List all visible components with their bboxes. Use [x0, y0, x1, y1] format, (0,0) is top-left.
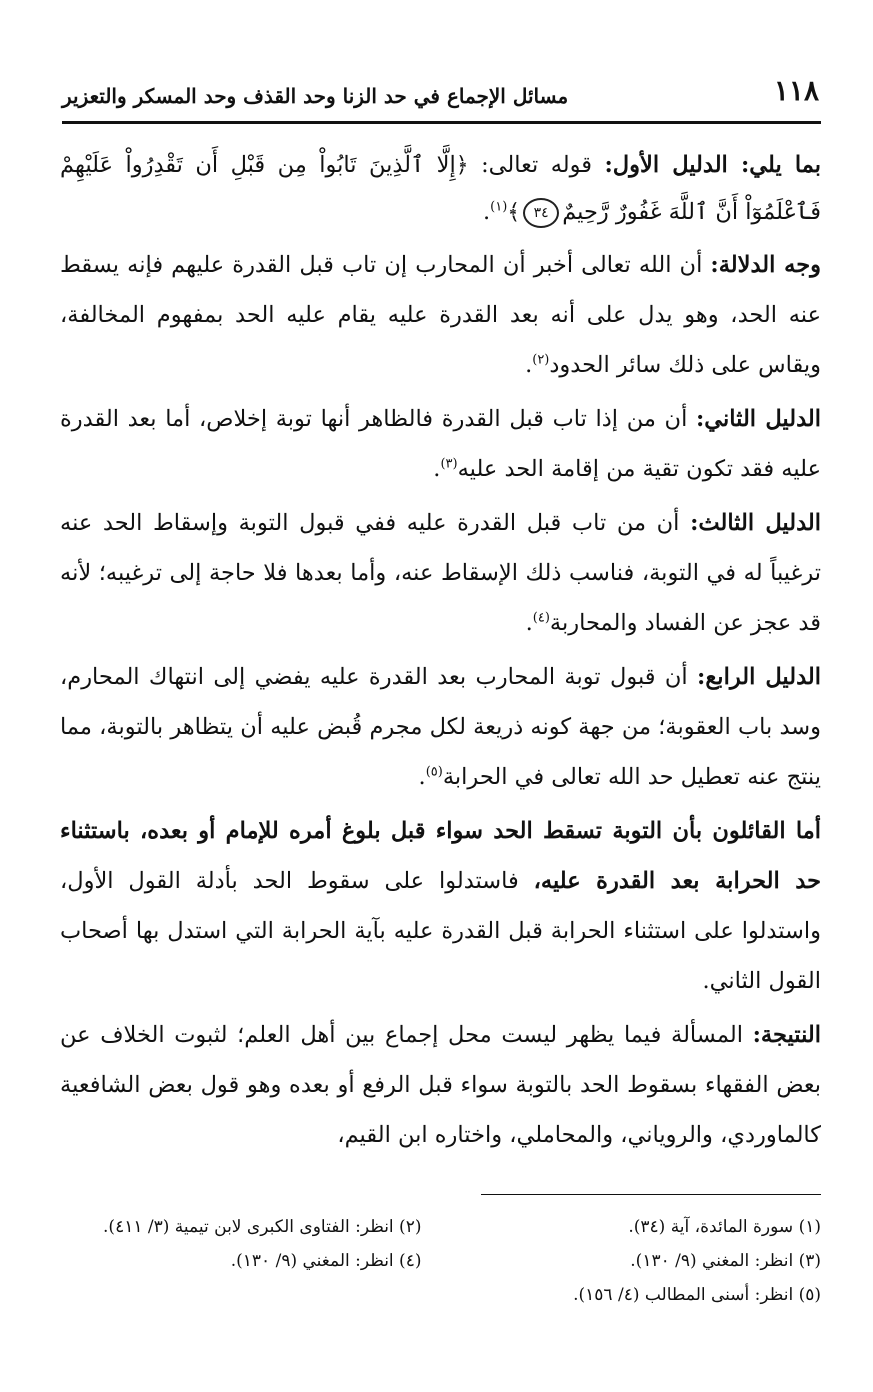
paragraph-tail: .: [433, 456, 441, 482]
paragraph-text: أن من إذا تاب قبل القدرة فالظاهر أنها توبة إخلاص، أما بعد القدرة عليه فقد تكون تقية من إقامة الحد عليه: [60, 406, 821, 482]
paragraph-tail: .: [483, 199, 491, 225]
footnote-divider: [481, 1194, 821, 1195]
paragraph-lead: الدليل الثالث:: [690, 510, 821, 536]
paragraph-second-evidence: [60, 394, 821, 494]
footnote-ref: (١): [490, 199, 508, 215]
paragraph-tail: .: [525, 352, 533, 378]
paragraph-text: فاستدلوا على سقوط الحد بأدلة القول الأول، واستدلوا على استثناء الحرابة قبل القدرة عليه بآية الحرابة التي استدل بها أصحاب القول الثاني.: [60, 868, 821, 994]
header-divider: [62, 121, 821, 124]
footnote-ref: (٢): [532, 352, 550, 368]
footnote-row: [60, 1244, 821, 1278]
footnote: (٢) انظر: الفتاوى الكبرى لابن تيمية (٣/ ٤١١).: [103, 1217, 422, 1237]
running-title: مسائل الإجماع في حد الزنا وحد القذف وحد المسكر والتعزير: [62, 84, 569, 108]
main-text: [60, 142, 821, 1160]
paragraph-text: أن من تاب قبل القدرة عليه ففي قبول التوبة وإسقاط الحد عنه ترغيباً له في التوبة، فناسب ذلك الإسقاط عنه، وأما بعدها فلا حاجة إلى ترغيبه؛ لأنه قد عجز عن الفساد والمحاربة: [60, 510, 821, 636]
paragraph-tail: .: [525, 610, 533, 636]
footnote-ref: (٥): [425, 764, 443, 780]
paragraph-lead: بما يلي: الدليل الأول:: [604, 152, 821, 178]
paragraph-lead: وجه الدلالة:: [710, 252, 821, 278]
footnote-ref: (٤): [532, 610, 550, 626]
page-header: [62, 66, 821, 118]
paragraph-third-evidence: [60, 498, 821, 648]
ayah-number: ٣٤: [523, 198, 559, 228]
paragraph-fourth-evidence: [60, 652, 821, 802]
paragraph-lead: أما القائلون بأن التوبة تسقط الحد سواء قبل بلوغ أمره للإمام أو بعده، باستثناء حد الحرابة بعد القدرة عليه،: [60, 818, 821, 894]
paragraph-lead: الدليل الرابع:: [697, 664, 821, 690]
paragraph-lead: الدليل الثاني:: [695, 406, 821, 432]
footnote-row: [60, 1210, 821, 1244]
paragraph-first-evidence: [60, 142, 821, 236]
paragraph-text: المسألة فيما يظهر ليست محل إجماع بين أهل العلم؛ لثبوت الخلاف عن بعض الفقهاء بسقوط الحد بالتوبة سواء قبل الرفع أو بعده وهو قول بعض الشافعية كالماوردي، والروياني، والمحاملي، واختاره ابن القيم،: [60, 1022, 821, 1148]
paragraph-text: أن قبول توبة المحارب بعد القدرة عليه يفضي إلى انتهاك المحارم، وسد باب العقوبة؛ من جهة كونه ذريعة لكل مجرم قُبض عليه أن يتظاهر بالتوبة، مما ينتج عنه تعطيل حد الله تعالى في الحرابة: [60, 664, 821, 790]
paragraph-tail: .: [418, 764, 426, 790]
footnote: (٤) انظر: المغني (٩/ ١٣٠).: [230, 1251, 422, 1271]
paragraph-text: أن الله تعالى أخبر أن المحارب إن تاب قبل القدرة عليهم فإنه يسقط عنه الحد، وهو يدل على أنه بعد القدرة عليه يقام عليه الحد بمفهوم المخالفة، ويقاس على ذلك سائر الحدود: [60, 252, 821, 378]
paragraph-evidence-aspect: [60, 240, 821, 390]
footnote: (١) سورة المائدة، آية (٣٤).: [628, 1217, 821, 1237]
quran-verse: إِلَّا ٱلَّذِينَ تَابُواْ مِن قَبْلِ أَن تَقْدِرُواْ عَلَيْهِمْ فَٱعْلَمُوٓاْ أَنَّ ٱللَّهَ غَفُورٌ رَّحِيمٌ: [60, 152, 821, 225]
paragraph-lead: النتيجة:: [752, 1022, 821, 1048]
footnote-ref: (٣): [440, 456, 458, 472]
footnote: (٥) انظر: أسنى المطالب (٤/ ١٥٦).: [573, 1285, 821, 1305]
paragraph-result: [60, 1010, 821, 1160]
footnote: (٣) انظر: المغني (٩/ ١٣٠).: [630, 1251, 821, 1271]
paragraph-text: قوله تعالى:: [468, 152, 605, 178]
page-number: ١١٨: [773, 74, 819, 107]
verse-open-bracket: ﴿: [455, 153, 469, 178]
verse-close-bracket: ﴾: [507, 200, 521, 225]
footnote-row: [60, 1278, 821, 1312]
footnotes: [60, 1210, 821, 1312]
paragraph-third-opinion: [60, 806, 821, 1006]
